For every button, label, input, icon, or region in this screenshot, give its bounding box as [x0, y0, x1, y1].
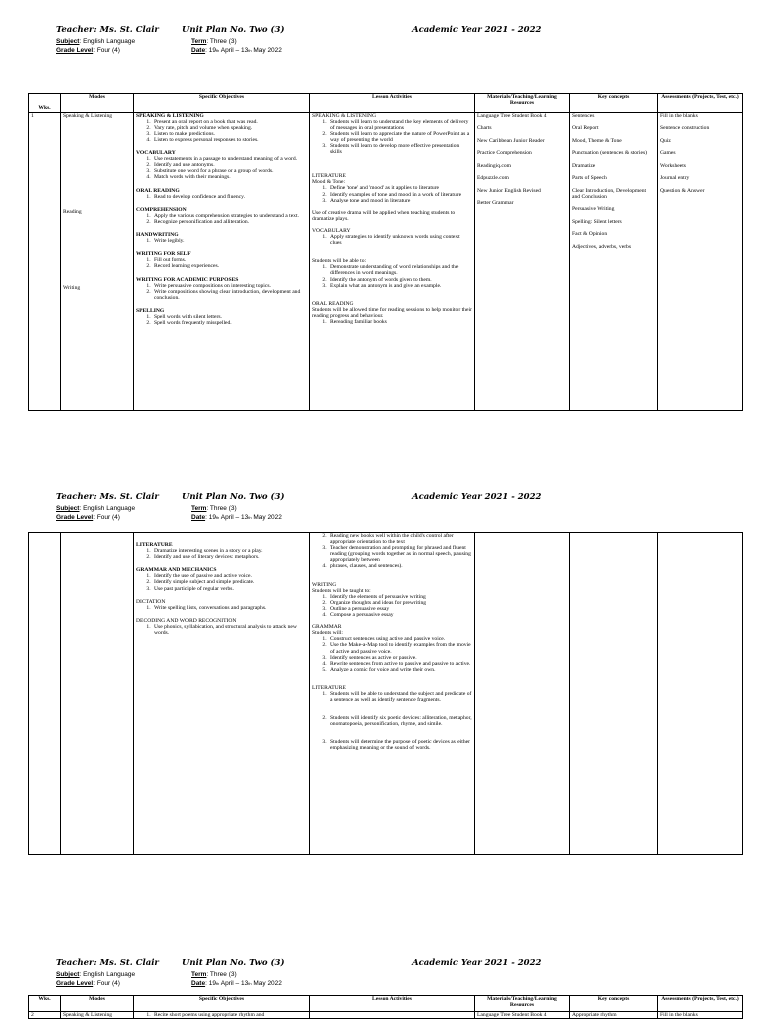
- mode-label: Writing: [63, 284, 81, 291]
- activity-list: [312, 319, 472, 325]
- date-value: : 19: [205, 47, 216, 54]
- activity-paragraph: Use of creative drama will be applied when teaching students to dramatize plays.: [312, 209, 456, 222]
- list-item: 1. Recite short poems using appropriate rhythm and: [152, 1012, 307, 1018]
- date-suffix: th: [248, 48, 252, 53]
- list-item: 1. Identify the elements of persuasive writing: [328, 594, 472, 600]
- list-item: 2. Identify the antonym of words given to them.: [328, 277, 472, 283]
- concept-item: Persuasive Writing: [572, 206, 615, 213]
- section-title: WRITING FOR ACADEMIC PURPOSES: [136, 276, 239, 283]
- date-suffix: th: [248, 981, 252, 986]
- term-label: Term: [191, 971, 207, 978]
- assessments-cell: [658, 533, 743, 855]
- assessment-item: Quiz: [660, 137, 671, 144]
- unit-plan-title: Unit Plan No. Two (3): [182, 492, 285, 502]
- concepts-cell: [570, 112, 658, 410]
- objective-list: [136, 548, 307, 560]
- activity-paragraph: Students will be allowed time for reading sessions to help monitor their reading progress and behaviour.: [312, 306, 472, 319]
- materials-cell: [475, 112, 570, 410]
- activities-cell: [310, 112, 475, 410]
- term-date-block: [191, 970, 282, 988]
- activity-list: [312, 739, 472, 751]
- concept-item: Parts of Speech: [572, 175, 607, 182]
- modes-cell: [61, 533, 134, 855]
- unit-plan-table: [28, 995, 743, 1019]
- assessments-cell: Fill in the blanks: [658, 1012, 743, 1019]
- list-item: 1. Apply the various comprehension strategies to understand a text.: [152, 213, 307, 219]
- list-item: 2. Recognize personification and alliteration.: [152, 219, 307, 225]
- objective-list: [136, 156, 307, 180]
- col-header-assessments: Assessments (Projects, Test, etc.): [658, 996, 743, 1012]
- list-item: 1. Demonstrate understanding of word relationships and the differences in word meanings.: [328, 264, 472, 276]
- date-value: : 19: [205, 980, 216, 987]
- section-title: GRAMMAR AND MECHANICS: [136, 567, 217, 574]
- list-item: 1. Write spelling lists, conversations and paragraphs.: [152, 605, 307, 611]
- list-item: 2. Use the Make-a-Map tool to identify examples from the movie of active and passive voice.: [328, 642, 472, 654]
- list-item: 1. Identify the use of passive and active voice.: [152, 573, 307, 579]
- teacher-name: Teacher: Ms. St. Clair: [56, 492, 159, 502]
- assessment-item: Fill in the blanks: [660, 112, 698, 119]
- grade-label: Grade Level: [56, 47, 94, 54]
- concept-item: Adjectives, adverbs, verbs: [572, 243, 632, 250]
- objective-list: [136, 238, 307, 244]
- objective-list: [136, 314, 307, 326]
- subject-grade-block: [56, 504, 135, 522]
- material-item: Language Tree Student Book 4: [477, 112, 547, 119]
- list-item: 3. Listen to make predictions.: [152, 131, 307, 137]
- assessment-item: Question & Answer: [660, 187, 705, 194]
- assessment-item: Worksheets: [660, 162, 686, 169]
- activity-list: [312, 691, 472, 703]
- col-header-modes: Modes: [61, 94, 134, 113]
- section-title: SPEAKING & LISTENING: [312, 112, 377, 119]
- concept-item: Mood, Theme & Tone: [572, 137, 622, 144]
- col-header-concepts: Key concepts: [570, 94, 658, 113]
- subject-grade-block: [56, 970, 135, 988]
- activity-list: [312, 264, 472, 288]
- objective-list: [136, 194, 307, 200]
- list-item: 4. Compose a persuasive essay: [328, 612, 472, 618]
- academic-year: Academic Year 2021 - 2022: [412, 958, 542, 968]
- concept-item: Spelling: Silent letters: [572, 218, 622, 225]
- list-item: 4. Match words with their meanings.: [152, 174, 307, 180]
- activity-list: [312, 715, 472, 727]
- grade-value: : Four (4): [93, 980, 120, 987]
- material-item: Edpuzzle.com: [477, 175, 509, 182]
- list-item: 2. Identify examples of tone and mood in a work of literature: [328, 192, 472, 198]
- date-value: April – 13: [219, 514, 249, 521]
- activity-list: [312, 185, 472, 203]
- list-item: 3. Substitute one word for a phrase or a group of words.: [152, 168, 307, 174]
- col-header-materials: Materials/Teaching/Learning Resources: [475, 94, 570, 113]
- list-item: 2. Organize thoughts and ideas for prewriting: [328, 600, 472, 606]
- week-cell: 1: [29, 112, 61, 410]
- objective-list: [136, 119, 307, 143]
- page-header: [0, 492, 768, 532]
- list-item: 3. Identify sentences as active or passive.: [328, 655, 472, 661]
- list-item: 3. Teacher demonstration and prompting for phrased and fluent reading (grouping words together as in normal speech, pausing appropriately between: [328, 545, 472, 563]
- date-suffix: th: [215, 981, 220, 986]
- table-row: [29, 1012, 743, 1019]
- list-item: 1. Write persuasive compositions on interesting topics.: [152, 283, 307, 289]
- list-item: 1. Read to develop confidence and fluency.: [152, 194, 307, 200]
- activity-list: [312, 119, 472, 156]
- table-header-row: [29, 94, 743, 113]
- col-header-objectives: Specific Objectives: [134, 996, 310, 1012]
- table-header-row: [29, 996, 743, 1012]
- date-value: April – 13: [219, 47, 249, 54]
- modes-cell: Speaking & Listening: [61, 1012, 134, 1019]
- objective-list: [136, 605, 307, 611]
- date-value: May 2022: [251, 980, 282, 987]
- material-item: Charts: [477, 125, 492, 132]
- list-item: 1. Dramatize interesting scenes in a story or a play.: [152, 548, 307, 554]
- section-title: DICTATION: [136, 598, 166, 605]
- section-title: GRAMMAR: [312, 624, 342, 631]
- section-title: WRITING FOR SELF: [136, 251, 191, 258]
- section-title: LITERATURE: [312, 684, 346, 691]
- term-value: : Three (3): [206, 38, 237, 45]
- grade-value: : Four (4): [93, 47, 120, 54]
- section-title: ORAL READING: [136, 187, 180, 194]
- concepts-cell: [570, 533, 658, 855]
- concept-item: Sentences: [572, 112, 595, 119]
- subject-grade-block: [56, 37, 135, 55]
- activity-list: [312, 533, 472, 570]
- date-label: Date: [191, 980, 206, 987]
- section-title: ORAL READING: [312, 300, 354, 307]
- term-date-block: [191, 504, 282, 522]
- concept-item: Clear Introduction, Development and Conclusion: [572, 187, 647, 200]
- grade-value: : Four (4): [93, 514, 120, 521]
- modes-cell: [61, 112, 134, 410]
- list-item: 5. Analyze a comic for voice and write their own.: [328, 667, 472, 673]
- section-title: COMPREHENSION: [136, 206, 187, 213]
- subject-label: Subject: [56, 38, 80, 45]
- list-item: 2. Students will learn to appreciate the nature of PowerPoint as a way of presenting the world: [328, 131, 472, 143]
- activity-list: [312, 636, 472, 673]
- material-item: Better Grammar: [477, 200, 514, 207]
- section-title: SPEAKING & LISTENING: [136, 112, 204, 119]
- list-item: 4. phrases, clauses, and sentences).: [328, 563, 472, 569]
- page-header: [0, 25, 768, 65]
- col-header-activities: Lesson Activities: [310, 94, 475, 113]
- assessment-item: Games: [660, 150, 676, 157]
- col-header-assessments: Assessments (Projects, Test, etc.): [658, 94, 743, 113]
- unit-plan-table: [28, 532, 743, 855]
- table-row: [29, 533, 743, 855]
- list-item: 2. Students will identify six poetic devices: alliteration, metaphor, onomatopoeia, personification, rhyme, and simile.: [328, 715, 472, 727]
- concepts-cell: Appropriate rhythm: [570, 1012, 658, 1019]
- term-label: Term: [191, 505, 207, 512]
- teacher-name: Teacher: Ms. St. Clair: [56, 958, 159, 968]
- list-item: 2. Reading new books well within the child's control after appropriate orientation to the text: [328, 533, 472, 545]
- table-row: [29, 112, 743, 410]
- concept-item: Oral Report: [572, 125, 599, 132]
- concept-item: Dramatize: [572, 162, 596, 169]
- material-item: New Caribbean Junior Reader: [477, 137, 545, 144]
- teacher-name: Teacher: Ms. St. Clair: [56, 25, 159, 35]
- list-item: 1. Construct sentences using active and passive voice.: [328, 636, 472, 642]
- col-header-weeks: Wks.: [29, 94, 61, 113]
- mode-label: Speaking & Listening: [63, 112, 113, 119]
- materials-cell: [475, 533, 570, 855]
- section-title: HANDWRITING: [136, 232, 179, 239]
- col-header-weeks: Wks.: [29, 996, 61, 1012]
- col-header-objectives: Specific Objectives: [134, 94, 310, 113]
- list-item: 1. Students will learn to understand the key elements of delivery of messages in oral presentations: [328, 119, 472, 131]
- list-item: 1. Write legibly.: [152, 238, 307, 244]
- objective-list: [136, 283, 307, 301]
- material-item: Readingiq.com: [477, 162, 512, 169]
- list-item: 1. Fill out forms.: [152, 257, 307, 263]
- unit-plan-title: Unit Plan No. Two (3): [182, 958, 285, 968]
- material-item: Practice Comprehension: [477, 150, 532, 157]
- col-header-materials: Materials/Teaching/Learning Resources: [475, 996, 570, 1012]
- col-header-activities: Lesson Activities: [310, 996, 475, 1012]
- academic-year: Academic Year 2021 - 2022: [412, 25, 542, 35]
- materials-cell: Language Tree Student Book 4: [475, 1012, 570, 1019]
- list-item: 1. Present an oral report on a book that was read.: [152, 119, 307, 125]
- academic-year: Academic Year 2021 - 2022: [412, 492, 542, 502]
- section-subtitle: Students will be taught to:: [312, 587, 371, 594]
- section-subtitle: Students will:: [312, 630, 343, 637]
- subject-label: Subject: [56, 971, 80, 978]
- list-item: 2. Identify simple subject and simple predicate.: [152, 579, 307, 585]
- mode-label: Reading: [63, 208, 82, 215]
- section-title: LITERATURE: [136, 542, 173, 548]
- term-value: : Three (3): [206, 971, 237, 978]
- section-title: SPELLING: [136, 307, 165, 314]
- list-item: 2. Spell words frequently misspelled.: [152, 320, 307, 326]
- activities-cell: [310, 1012, 475, 1019]
- activity-list: [312, 234, 472, 246]
- grade-label: Grade Level: [56, 514, 94, 521]
- list-item: 1. Students will be able to understand the subject and predicate of a sentence as well as identify sentence fragments.: [328, 691, 472, 703]
- list-item: 2. Identify and use antonyms.: [152, 162, 307, 168]
- page-header: [0, 958, 768, 998]
- date-suffix: th: [215, 48, 220, 53]
- date-value: May 2022: [251, 47, 282, 54]
- objective-list: [136, 1012, 307, 1018]
- section-title: LITERATURE: [312, 173, 346, 180]
- objectives-cell: [134, 1012, 310, 1019]
- list-item: 1. Define 'tone' and 'mood' as it applies to literature: [328, 185, 472, 191]
- subject-value: : English Language: [79, 971, 136, 978]
- date-value: : 19: [205, 514, 216, 521]
- term-date-block: [191, 37, 282, 55]
- list-item: 2. Vary rate, pitch and volume when speaking.: [152, 125, 307, 131]
- concept-item: Punctuation (sentences & stories): [572, 150, 648, 157]
- list-item: 1. Apply strategies to identify unknown words using context clues: [328, 234, 472, 246]
- assessment-item: Sentence construction: [660, 125, 710, 132]
- date-suffix: th: [248, 515, 252, 520]
- assessment-item: Journal entry: [660, 175, 690, 182]
- concept-item: Fact & Opinion: [572, 231, 608, 238]
- subject-value: : English Language: [79, 505, 136, 512]
- term-value: : Three (3): [206, 505, 237, 512]
- list-item: 1. Rereading familiar books: [328, 319, 472, 325]
- objectives-cell: [134, 533, 310, 855]
- term-label: Term: [191, 38, 207, 45]
- date-label: Date: [191, 514, 206, 521]
- date-label: Date: [191, 47, 206, 54]
- section-title: WRITING: [312, 581, 337, 588]
- col-header-modes: Modes: [61, 996, 134, 1012]
- list-item: 3. Use past participle of regular verbs.: [152, 586, 307, 592]
- objective-list: [136, 624, 307, 636]
- list-item: 2. Record learning experiences.: [152, 263, 307, 269]
- list-item: 1. Spell words with silent letters.: [152, 314, 307, 320]
- list-item: 3. Explain what an antonym is and give an example.: [328, 283, 472, 289]
- subject-value: : English Language: [79, 38, 136, 45]
- list-item: 3. Outline a persuasive essay: [328, 606, 472, 612]
- objective-list: [136, 257, 307, 269]
- objective-list: [136, 573, 307, 591]
- list-item: 3. Analyse tone and mood in literature: [328, 198, 472, 204]
- date-value: April – 13: [219, 980, 249, 987]
- week-cell: [29, 533, 61, 855]
- section-title: VOCABULARY: [136, 150, 176, 157]
- list-item: 3. Students will determine the purpose of poetic devices as either emphasizing meaning or the sound of words.: [328, 739, 472, 751]
- list-item: 4. Rewrite sentences from active to passive and passive to active.: [328, 661, 472, 667]
- unit-plan-title: Unit Plan No. Two (3): [182, 25, 285, 35]
- date-value: May 2022: [251, 514, 282, 521]
- list-item: 1. Use restatements in a passage to understand meaning of a word.: [152, 156, 307, 162]
- list-item: 2. Write compositions showing clear introduction, development and conclusion.: [152, 289, 307, 301]
- objective-list: [136, 213, 307, 225]
- date-suffix: th: [215, 515, 220, 520]
- list-item: 2. Identify and use of literary devices: metaphors.: [152, 554, 307, 560]
- material-item: New Junior English Revised: [477, 187, 541, 194]
- activity-paragraph: Students will be able to:: [312, 258, 367, 265]
- subject-label: Subject: [56, 505, 80, 512]
- unit-plan-table: [28, 93, 743, 411]
- section-subtitle: Mood & Tone:: [312, 179, 346, 186]
- objectives-cell: [134, 112, 310, 410]
- week-cell: 2: [29, 1012, 61, 1019]
- grade-label: Grade Level: [56, 980, 94, 987]
- activities-cell: [310, 533, 475, 855]
- assessments-cell: [658, 112, 743, 410]
- list-item: 1. Use phonics, syllabication, and structural analysis to attack new words.: [152, 624, 307, 636]
- activity-list: [312, 594, 472, 618]
- section-title: VOCABULARY: [312, 227, 351, 234]
- section-title: DECODING AND WORD RECOGNITION: [136, 617, 237, 624]
- col-header-concepts: Key concepts: [570, 996, 658, 1012]
- list-item: 3. Students will learn to develop more effective presentation skills: [328, 143, 472, 155]
- list-item: 4. Listen to express personal responses to stories.: [152, 137, 307, 143]
